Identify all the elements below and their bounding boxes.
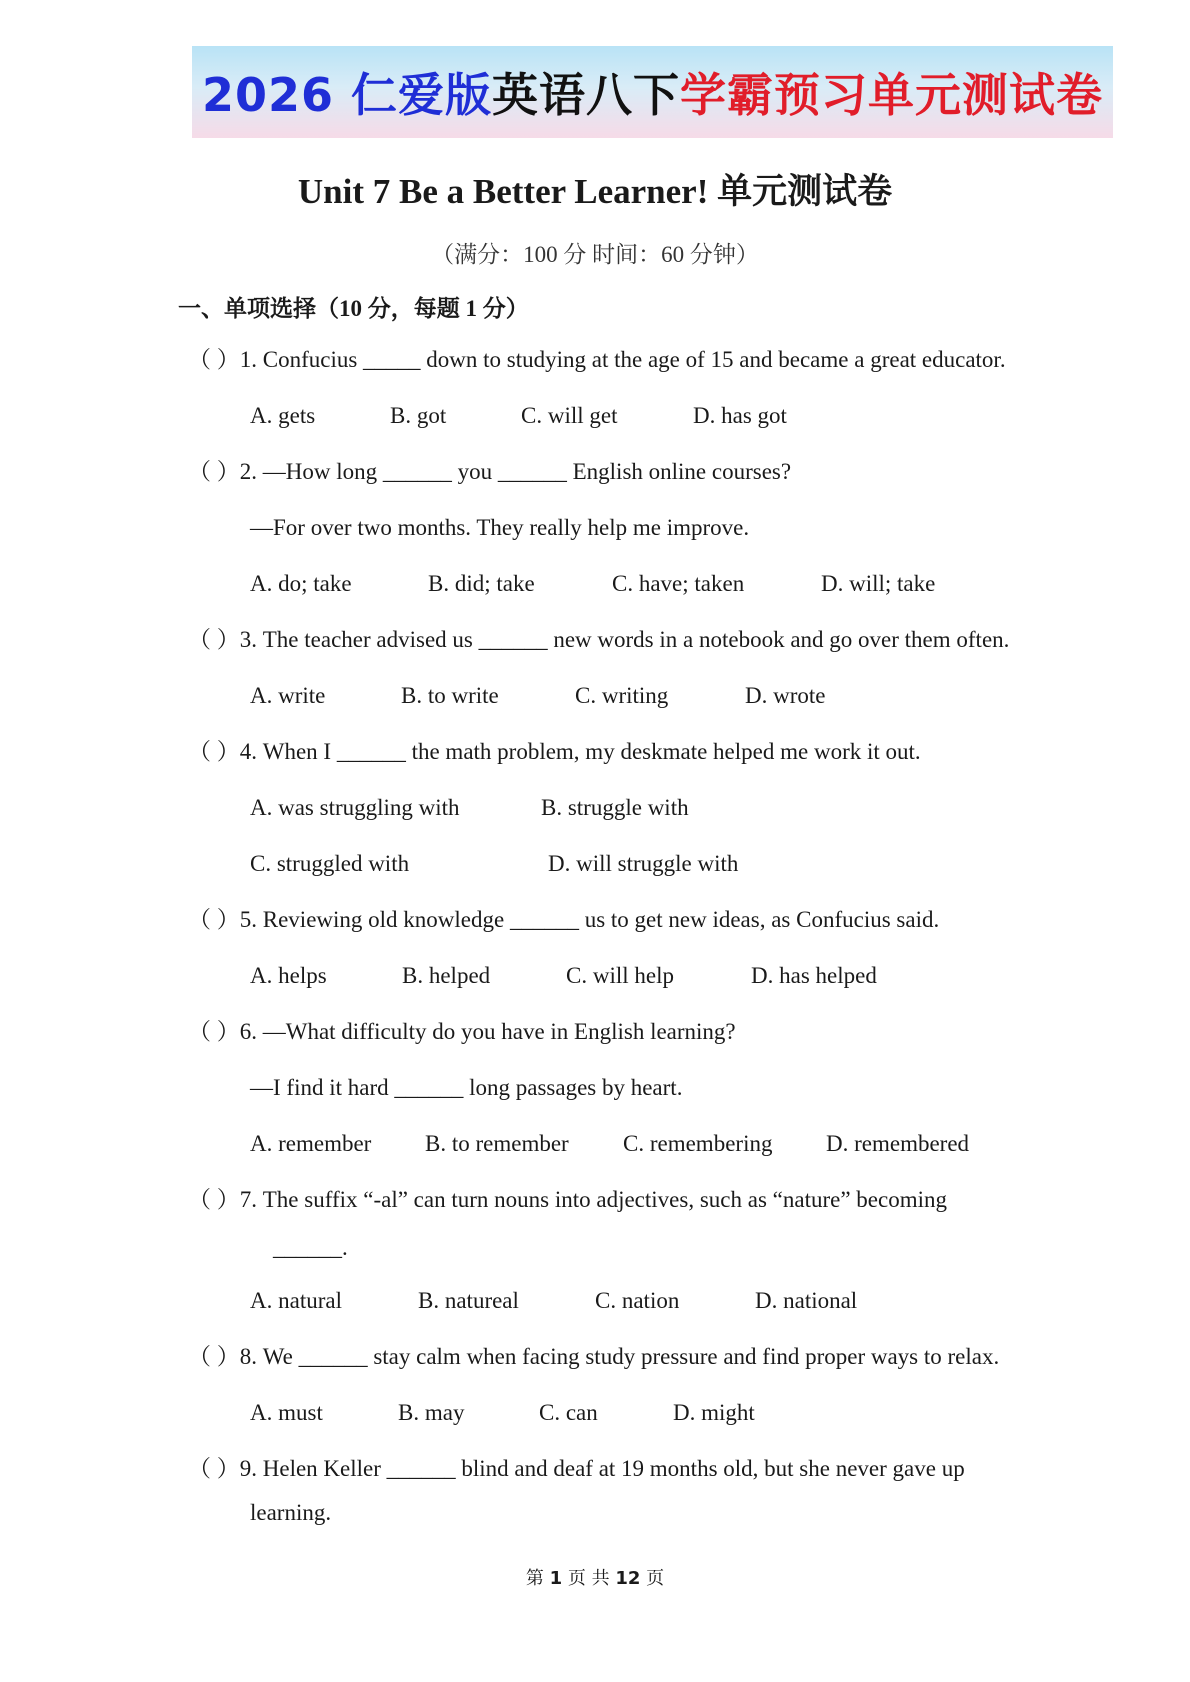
current-page-number: 1 <box>549 1568 563 1589</box>
question-9-stem: （ ）9. Helen Keller ______ blind and deaf at 19 months old, but she never gave up <box>188 1456 965 1481</box>
banner-year-edition: 2026 仁爱版 <box>201 68 493 122</box>
header-banner <box>192 46 1113 138</box>
question-6-stem: （ ）6. —What difficulty do you have in English learning? <box>188 1019 736 1044</box>
option-c: C. will help <box>566 963 674 988</box>
option-d: D. has got <box>693 403 787 428</box>
question-2-dialogue: —For over two months. They really help me improve. <box>250 515 750 540</box>
option-c: C. have; taken <box>612 571 745 596</box>
question-8-stem: （ ）8. We ______ stay calm when facing study pressure and find proper ways to relax. <box>188 1344 1000 1369</box>
footer-prefix: 第 <box>525 1568 544 1589</box>
question-6-dialogue: —I find it hard ______ long passages by heart. <box>250 1075 683 1100</box>
question-2-stem: （ ）2. —How long ______ you ______ English online courses? <box>188 459 792 484</box>
option-a: A. do; take <box>250 571 352 596</box>
option-a: A. helps <box>250 963 327 988</box>
total-pages: 12 <box>615 1568 641 1589</box>
option-a: A. must <box>250 1400 323 1425</box>
footer-middle: 页 共 <box>567 1568 610 1589</box>
option-c: C. nation <box>595 1288 680 1313</box>
option-a: A. remember <box>250 1131 372 1156</box>
option-d: D. wrote <box>745 683 826 708</box>
option-c: C. will get <box>521 403 618 428</box>
option-b: B. to write <box>401 683 499 708</box>
option-c: C. can <box>539 1400 598 1425</box>
option-d: D. will; take <box>821 571 936 596</box>
question-9-continuation: learning. <box>250 1500 332 1525</box>
banner-subject: 英语八下 <box>492 68 681 122</box>
option-a: A. was struggling with <box>250 795 460 820</box>
option-c: C. struggled with <box>250 851 410 876</box>
option-b: B. struggle with <box>541 795 689 820</box>
option-d: D. remembered <box>826 1131 970 1156</box>
question-3-stem: （ ）3. The teacher advised us ______ new words in a notebook and go over them often. <box>188 627 1010 652</box>
option-b: B. natureal <box>418 1288 519 1313</box>
option-d: D. national <box>755 1288 858 1313</box>
option-d: D. might <box>673 1400 755 1425</box>
option-c: C. remembering <box>623 1131 773 1156</box>
option-d: D. will struggle with <box>548 851 739 876</box>
page-footer <box>0 1564 1190 1590</box>
option-d: D. has helped <box>751 963 877 988</box>
question-4-stem: （ ）4. When I ______ the math problem, my deskmate helped me work it out. <box>188 739 921 764</box>
option-b: B. did; take <box>428 571 535 596</box>
footer-suffix: 页 <box>646 1568 665 1589</box>
option-b: B. helped <box>402 963 491 988</box>
question-7-blank: ______. <box>273 1235 348 1260</box>
section-heading: 一、单项选择（10 分，每题 1 分） <box>178 296 529 321</box>
option-a: A. gets <box>250 403 316 428</box>
page-title: Unit 7 Be a Better Learner! 单元测试卷 <box>297 172 893 211</box>
option-b: B. may <box>398 1400 465 1425</box>
banner-test-name: 学霸预习单元测试卷 <box>680 68 1104 122</box>
option-b: B. to remember <box>425 1131 569 1156</box>
option-a: A. natural <box>250 1288 342 1313</box>
score-time-info: （满分：100 分 时间：60 分钟） <box>431 242 759 267</box>
option-a: A. write <box>250 683 326 708</box>
question-7-stem: （ ）7. The suffix “-al” can turn nouns into adjectives, such as “nature” becoming <box>188 1187 947 1212</box>
question-5-stem: （ ）5. Reviewing old knowledge ______ us to get new ideas, as Confucius said. <box>188 907 940 932</box>
question-1-stem: （ ）1. Confucius _____ down to studying at the age of 15 and became a great educator. <box>188 347 1006 372</box>
option-c: C. writing <box>575 683 669 708</box>
option-b: B. got <box>390 403 447 428</box>
